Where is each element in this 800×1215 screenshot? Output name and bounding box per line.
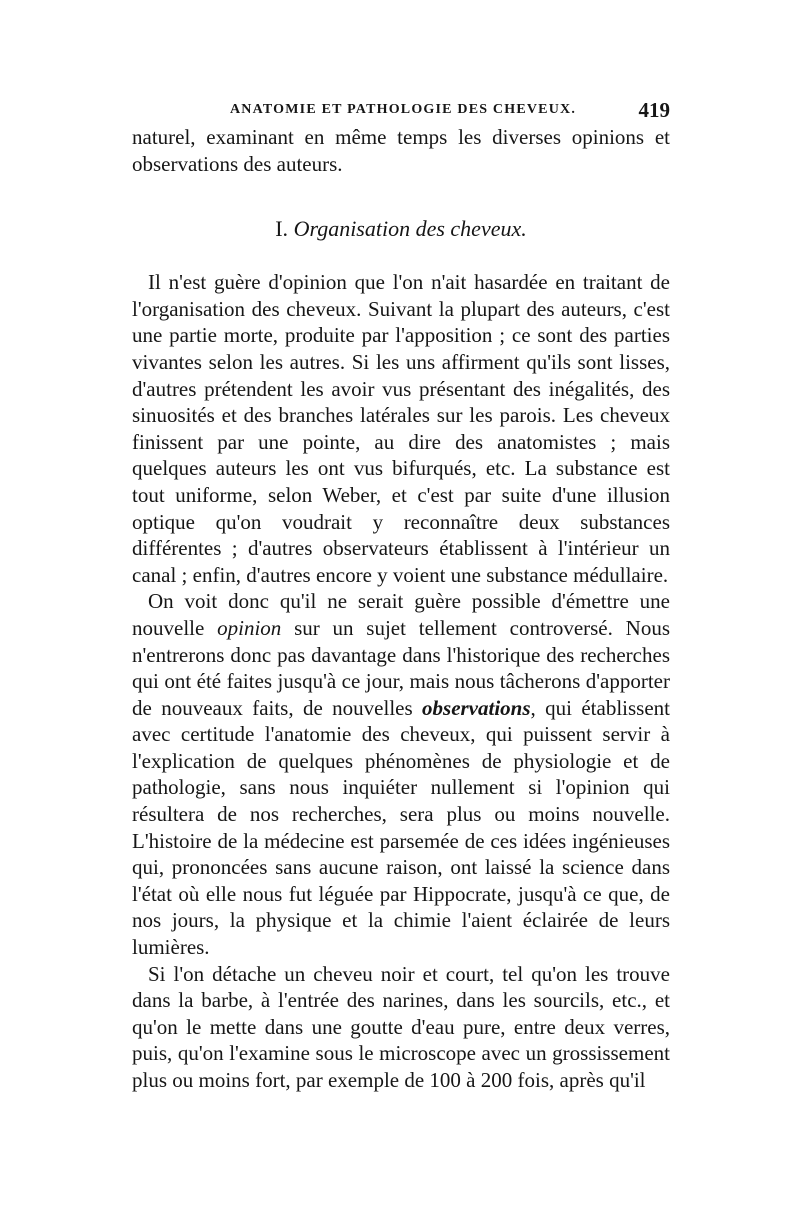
paragraph-2 [132, 588, 670, 960]
section-heading [132, 215, 670, 243]
running-title: ANATOMIE ET PATHOLOGIE DES CHEVEUX. [230, 102, 577, 117]
paragraph-2-emphasis-observations: observations [422, 695, 531, 720]
section-number: I. [275, 216, 289, 242]
paragraph-2-part-3: , qui établissent avec certitude l'anatomie des cheveux, qui puissent servir à l'explication de quelques phénomènes de physiologie et de pathologie, sans nous inquiéter nullement si l'opinion qui résultera de nos recherches, sera plus ou moins nouvelle. L'histoire de la médecine est parsemée de ces idées ingénieuses qui, prononcées sans aucune raison, ont laissé la science dans l'état où elle nous fut léguée par Hippocrate, jusqu'à ce que, de nos jours, la physique et la chimie l'aient éclairée de leurs lumières. [132, 695, 670, 960]
section-title: Organisation des cheveux. [293, 216, 527, 242]
paragraph-2-emphasis-opinion: opinion [217, 615, 282, 640]
page-number: 419 [638, 98, 670, 122]
paragraph-2-part-1: On voit donc qu'il ne serait guère possible d'émettre une nouvelle [132, 589, 670, 640]
paragraph-2-part-2: sur un sujet tellement controversé. Nous n'entrerons donc pas davantage dans l'historique des recherches qui ont été faites jusqu'à ce jour, mais nous tâcherons d'apporter de nouveaux faits, de nouvelles [132, 615, 671, 720]
paragraph-1: Il n'est guère d'opinion que l'on n'ait hasardée en traitant de l'organisation des cheveux. Suivant la plupart des auteurs, c'est une partie morte, produite par l'apposition ; ce sont des parties vivantes selon les autres. Si les uns affirment qu'ils sont lisses, d'autres prétendent les avoir vus présentant des inégalités, des sinuosités et des branches latérales sur les parois. Les cheveux finissent par une pointe, au dire des anatomistes ; mais quelques auteurs les ont vus bifurqués, etc. La substance est tout uniforme, selon Weber, et c'est par suite d'une illusion optique qu'on voudrait y reconnaître deux substances différentes ; d'autres observateurs établissent à l'intérieur un canal ; enfin, d'autres encore y voient une substance médullaire. [132, 270, 670, 587]
intro-paragraph: naturel, examinant en même temps les diverses opinions et observations des auteurs. [132, 125, 670, 176]
paragraph-3: Si l'on détache un cheveu noir et court, tel qu'on les trouve dans la barbe, à l'entrée des narines, dans les sourcils, etc., et qu'on le mette dans une goutte d'eau pure, entre deux verres, puis, qu'on l'examine sous le microscope avec un grossissement plus ou moins fort, par exemple de 100 à 200 fois, après qu'il [132, 961, 670, 1092]
running-header [132, 96, 670, 124]
book-page [132, 96, 670, 1094]
